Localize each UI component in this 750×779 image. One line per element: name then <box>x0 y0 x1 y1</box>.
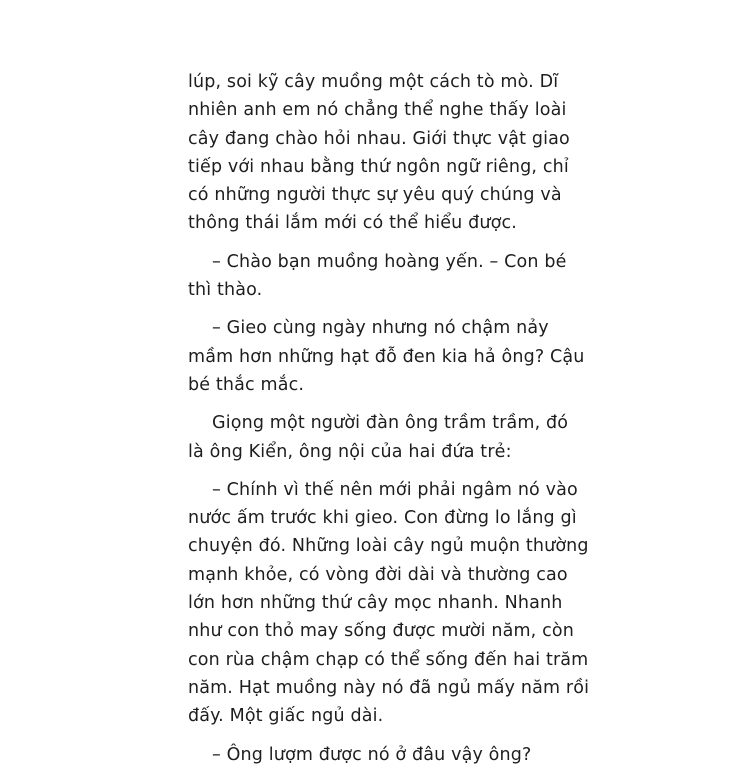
text-line: – Chính vì thế nên mới phải ngâm nó vào <box>212 479 578 500</box>
text-line: như con thỏ may sống được mười năm, còn <box>188 621 574 642</box>
text-line: bé thắc mắc. <box>188 374 305 395</box>
text-line: là ông Kiển, ông nội của hai đứa trẻ: <box>188 441 512 462</box>
paragraph <box>188 314 585 399</box>
text-line: thông thái lắm mới có thể hiểu được. <box>188 213 517 234</box>
text-line: lớn hơn những thứ cây mọc nhanh. Nhanh <box>188 593 563 614</box>
text-line: nhiên anh em nó chẳng thể nghe thấy loài <box>188 100 567 121</box>
paragraph <box>188 476 590 731</box>
text-line: nước ấm trước khi gieo. Con đừng lo lắng gì <box>188 508 577 529</box>
text-line: cây đang chào hỏi nhau. Giới thực vật giao <box>188 128 570 149</box>
text-line: – Gieo cùng ngày nhưng nó chậm nảy <box>212 318 549 339</box>
text-line: thì thào. <box>188 280 263 301</box>
text-line: mầm hơn những hạt đỗ đen kia hả ông? Cậu <box>188 346 585 367</box>
body-text <box>188 68 590 779</box>
text-line: con rùa chậm chạp có thể sống đến hai trăm <box>188 649 589 670</box>
text-line: đấy. Một giấc ngủ dài. <box>188 706 384 727</box>
paragraph <box>188 68 568 238</box>
text-line: – Chào bạn muồng hoàng yến. – Con bé <box>212 251 567 272</box>
paragraph <box>188 248 568 305</box>
paragraph <box>188 741 568 769</box>
text-line: có những người thực sự yêu quý chúng và <box>188 185 562 206</box>
text-line: năm. Hạt muồng này nó đã ngủ mấy năm rồi <box>188 677 590 698</box>
text-line: tiếp với nhau bằng thứ ngôn ngữ riêng, chỉ <box>188 156 569 177</box>
text-line: – Ông lượm được nó ở đâu vậy ông? <box>212 744 532 765</box>
text-line: mạnh khỏe, có vòng đời dài và thường cao <box>188 564 568 585</box>
text-line: chuyện đó. Những loài cây ngủ muộn thường <box>188 536 589 557</box>
paragraph <box>188 409 568 466</box>
text-line: lúp, soi kỹ cây muồng một cách tò mò. Dĩ <box>188 72 559 92</box>
text-line: Giọng một người đàn ông trầm trầm, đó <box>212 413 569 434</box>
